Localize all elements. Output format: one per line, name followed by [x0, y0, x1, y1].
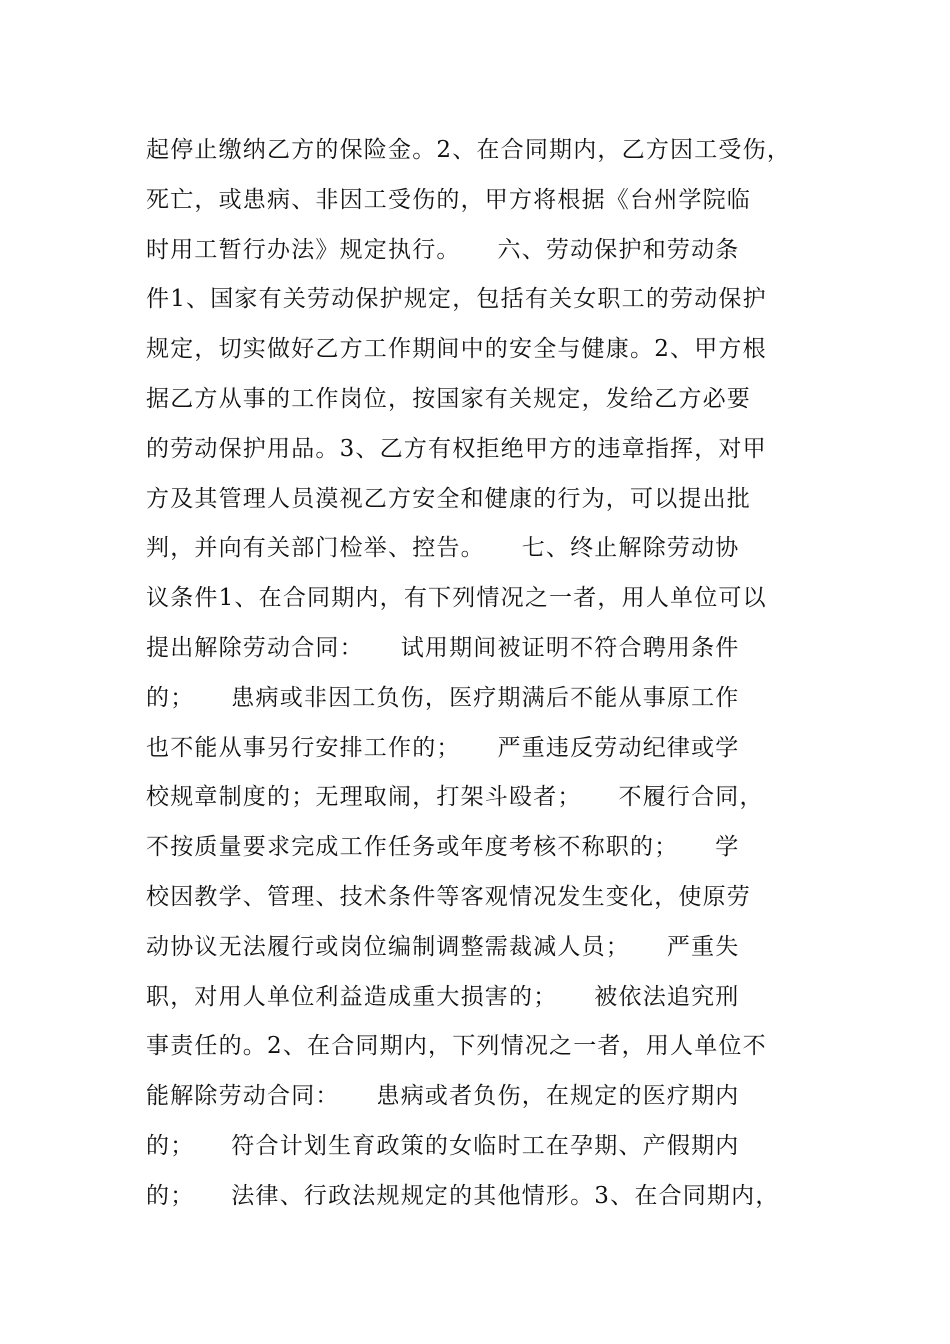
- text-line: 职，对用人单位利益造成重大损害的； 被依法追究刑: [146, 983, 740, 1010]
- text-line: 的； 符合计划生育政策的女临时工在孕期、产假期内: [146, 1132, 740, 1159]
- text-line: 判，并向有关部门检举、控告。 七、终止解除劳动协: [146, 535, 740, 562]
- text-line: 不按质量要求完成工作任务或年度考核不称职的； 学: [146, 834, 740, 861]
- text-line: 时用工暂行办法》规定执行。 六、劳动保护和劳动条: [146, 236, 740, 263]
- text-line: 的劳动保护用品。3、乙方有权拒绝甲方的违章指挥，对甲: [146, 435, 767, 462]
- text-line: 据乙方从事的工作岗位，按国家有关规定，发给乙方必要: [146, 385, 751, 412]
- text-line: 规定，切实做好乙方工作期间中的安全与健康。2、甲方根: [146, 336, 767, 363]
- text-line: 议条件1、在合同期内，有下列情况之一者，用人单位可以: [146, 585, 767, 612]
- text-line: 校因教学、管理、技术条件等客观情况发生变化，使原劳: [146, 883, 751, 910]
- text-line: 起停止缴纳乙方的保险金。2、在合同期内，乙方因工受伤，: [146, 137, 792, 163]
- text-line: 的； 法律、行政法规规定的其他情形。3、在合同期内，: [146, 1182, 780, 1209]
- text-line: 提出解除劳动合同： 试用期间被证明不符合聘用条件: [146, 634, 740, 661]
- body-text: [146, 126, 826, 1222]
- text-line: 校规章制度的；无理取闹，打架斗殴者； 不履行合同，: [146, 784, 764, 811]
- text-line: 也不能从事另行安排工作的； 严重违反劳动纪律或学: [146, 734, 740, 761]
- text-line: 事责任的。2、在合同期内，下列情况之一者，用人单位不: [146, 1033, 767, 1060]
- text-line: 死亡，或患病、非因工受伤的，甲方将根据《台州学院临: [146, 186, 751, 213]
- text-line: 件1、国家有关劳动保护规定，包括有关女职工的劳动保护: [146, 286, 767, 313]
- text-line: 能解除劳动合同： 患病或者负伤，在规定的医疗期内: [146, 1083, 740, 1110]
- text-line: 方及其管理人员漠视乙方安全和健康的行为，可以提出批: [146, 485, 751, 512]
- text-line: 动协议无法履行或岗位编制调整需裁减人员； 严重失: [146, 933, 740, 960]
- text-line: 的； 患病或非因工负伤，医疗期满后不能从事原工作: [146, 684, 740, 711]
